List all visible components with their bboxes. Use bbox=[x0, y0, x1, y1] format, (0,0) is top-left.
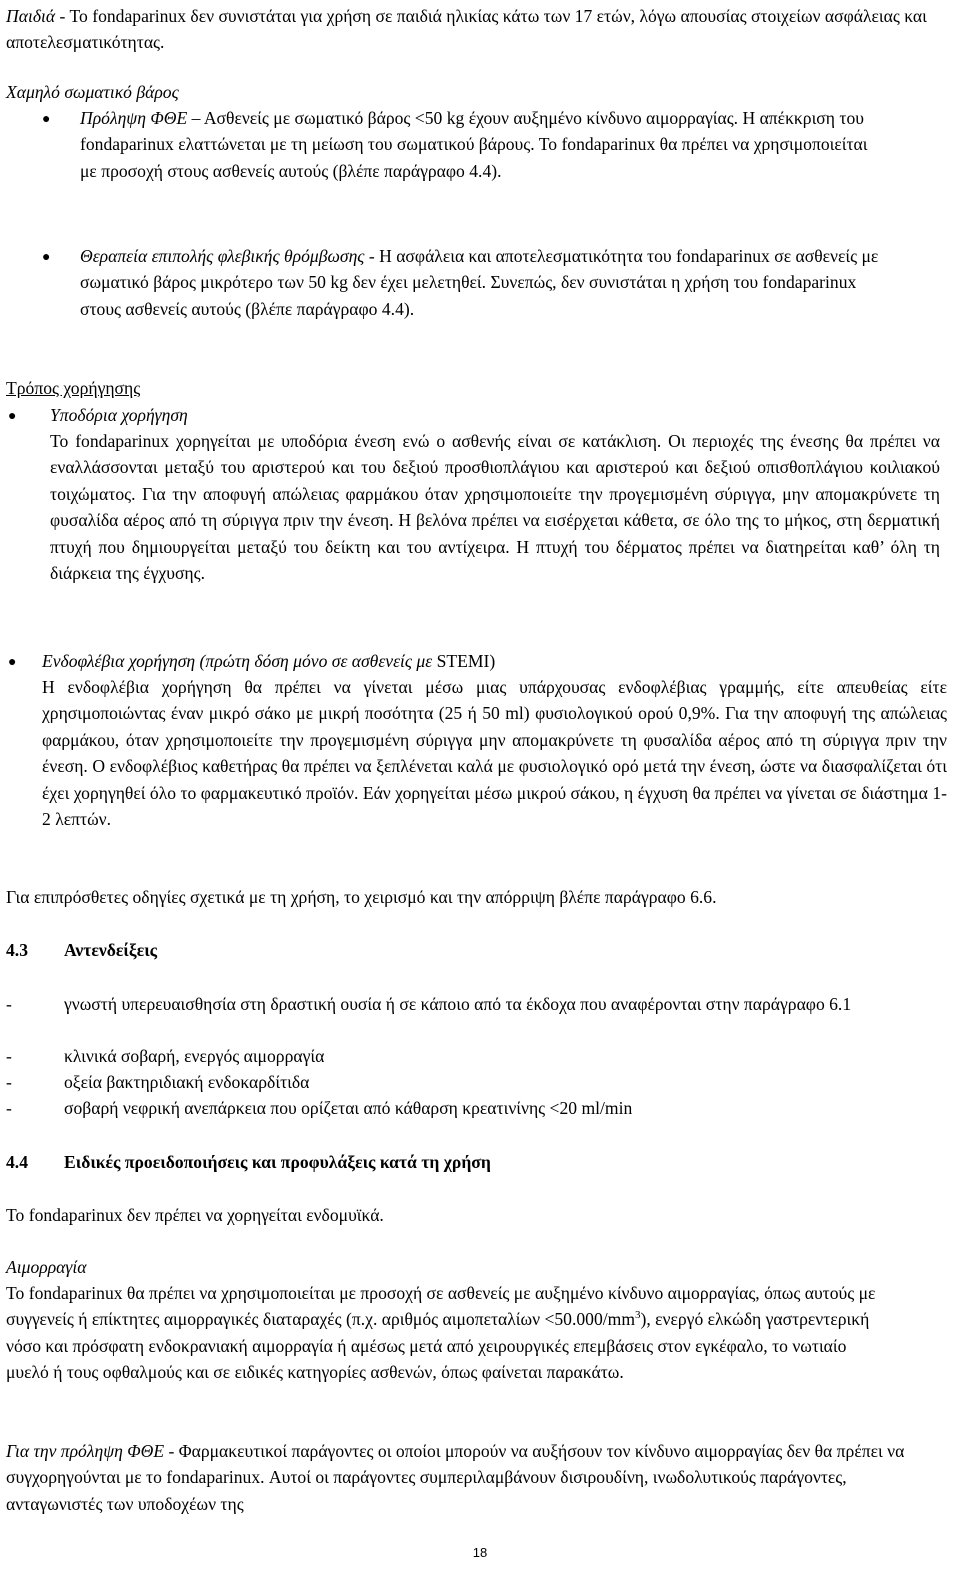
haemorrhage-superscript: 3 bbox=[635, 1309, 641, 1322]
vte-prevention-label: Πρόληψη ΦΘΕ bbox=[80, 108, 188, 128]
contraindication-item: γνωστή υπερευαισθησία στη δραστική ουσία ή σε κάποιο από τα έκδοχα που αναφέρονται στην παράγραφο 6.1 bbox=[64, 994, 852, 1014]
haemorrhage-text-a: Το fondaparinux θα πρέπει να χρησιμοποιείται με προσοχή σε ασθενείς με αυξημένο κίνδυνο αιμορραγίας, όπως αυτούς με συγγενείς ή επίκτητες αιμορραγικές διαταραχές (π.χ. αριθμός αιμοπεταλίων <50.000/mm bbox=[6, 1283, 876, 1330]
dash-marker: - bbox=[6, 1098, 12, 1118]
bullet-icon: ● bbox=[8, 655, 17, 670]
iv-administration-label-line bbox=[42, 648, 495, 674]
dash-marker: - bbox=[6, 994, 12, 1014]
vte-warning-text: - Φαρμακευτικοί παράγοντες οι οποίοι μπορούν να αυξήσουν τον κίνδυνο αιμορραγίας δεν θα πρέπει να συγχορηγούνται με το fondaparinux. Αυτοί οι παράγοντες συμπεριλαμβάνουν δισιρουδίνη, ινωδολυτικούς παράγοντες, ανταγωνιστές των υποδοχέων της bbox=[6, 1441, 905, 1514]
section-4-4-number: 4.4 bbox=[6, 1152, 28, 1172]
sc-administration-label: Υποδόρια χορήγηση bbox=[50, 405, 188, 425]
low-weight-item-svt bbox=[80, 243, 880, 322]
haemorrhage-paragraph bbox=[6, 1280, 884, 1386]
paediatric-paragraph bbox=[6, 3, 954, 56]
contraindication-item: οξεία βακτηριδιακή ενδοκαρδίτιδα bbox=[64, 1072, 310, 1092]
vte-prevention-warning bbox=[6, 1438, 906, 1517]
haemorrhage-heading: Αιμορραγία bbox=[6, 1257, 87, 1277]
contraindication-item: κλινικά σοβαρή, ενεργός αιμορραγία bbox=[64, 1046, 325, 1066]
svt-treatment-label: Θεραπεία επιπολής φλεβικής θρόμβωσης bbox=[80, 246, 365, 266]
paediatric-label: Παιδιά bbox=[6, 6, 56, 26]
vte-prevention-text: – Ασθενείς με σωματικό βάρος <50 kg έχουν αυξημένο κίνδυνο αιμορραγίας. Η απέκκριση του fondaparinux ελαττώνεται με τη μείωση του σωματικού βάρους. Το fondaparinux θα πρέπει να χρησιμοποιείται με προσοχή στους ασθενείς αυτούς (βλέπε παράγραφο 4.4). bbox=[80, 108, 868, 181]
section-4-3-title: Αντενδείξεις bbox=[64, 940, 158, 960]
paediatric-text: - Το fondaparinux δεν συνιστάται για χρήση σε παιδιά ηλικίας κάτω των 17 ετών, λόγω απουσίας στοιχείων ασφάλειας και αποτελεσματικότητας. bbox=[6, 6, 927, 53]
further-instructions: Για επιπρόσθετες οδηγίες σχετικά με τη χρήση, το χειρισμό και την απόρριψη βλέπε παράγραφο 6.6. bbox=[6, 887, 717, 907]
iv-administration-label-suffix: STEMI) bbox=[432, 651, 496, 671]
bullet-icon: ● bbox=[8, 409, 17, 424]
haemorrhage-text-b: ), ενεργό ελκώδη γαστρεντερική νόσο και πρόσφατη ενδοκρανιακή αιμορραγία ή αμέσως μετά από χειρουργικές επεμβάσεις στον εγκέφαλο, το νωτιαίο μυελό ή τους οφθαλμούς και σε ειδικές κατηγορίες ασθενών, όπως φαίνεται παρακάτω. bbox=[6, 1309, 870, 1383]
dash-marker: - bbox=[6, 1046, 12, 1066]
low-weight-item-vte bbox=[80, 105, 870, 184]
iv-administration-label: Ενδοφλέβια χορήγηση (πρώτη δόση μόνο σε ασθενείς με bbox=[42, 651, 433, 671]
bullet-icon: ● bbox=[42, 250, 51, 265]
contraindication-item: σοβαρή νεφρική ανεπάρκεια που ορίζεται από κάθαρση κρεατινίνης <20 ml/min bbox=[64, 1098, 633, 1118]
dash-marker: - bbox=[6, 1072, 12, 1092]
vte-warning-label: Για την πρόληψη ΦΘΕ bbox=[6, 1441, 165, 1461]
page-number: 18 bbox=[472, 1545, 488, 1560]
warnings-intro: Το fondaparinux δεν πρέπει να χορηγείται ενδομυϊκά. bbox=[6, 1205, 384, 1225]
section-4-3-number: 4.3 bbox=[6, 940, 28, 960]
administration-heading: Τρόπος χορήγησης bbox=[6, 378, 141, 398]
section-4-4-title: Ειδικές προειδοποιήσεις και προφυλάξεις κατά τη χρήση bbox=[64, 1152, 491, 1172]
sc-administration-text: Το fondaparinux χορηγείται με υποδόρια ένεση ενώ ο ασθενής είναι σε κατάκλιση. Οι περιοχές της ένεσης θα πρέπει να εναλλάσσονται μεταξύ του αριστερού και του δεξιού προσθιοπλάγιου και αριστερού και δεξιού οπισθοπλάγιου κοιλιακού τοιχώματος. Για την αποφυγή απώλειας φαρμάκου όταν χρησιμοποιείτε την προγεμισμένη σύριγγα, μην απομακρύνετε τη φυσαλίδα αέρος από τη σύριγγα πριν την ένεση. Η βελόνα πρέπει να εισέρχεται κάθετα, σε όλο της το μήκος, στη δερματική πτυχή που δημιουργείται μεταξύ του δείκτη και του αντίχειρα. Η πτυχή του δέρματος πρέπει να διατηρείται καθ’ όλη τη διάρκεια της έγχυσης. bbox=[50, 431, 940, 584]
low-weight-heading: Χαμηλό σωματικό βάρος bbox=[6, 82, 179, 102]
svt-treatment-text: - Η ασφάλεια και αποτελεσματικότητα του fondaparinux σε ασθενείς με σωματικό βάρος μικρότερο των 50 kg δεν έχει μελετηθεί. Συνεπώς, δεν συνιστάται η χρήση του fondaparinux στους ασθενείς αυτούς (βλέπε παράγραφο 4.4). bbox=[80, 246, 879, 319]
bullet-icon: ● bbox=[42, 112, 51, 127]
iv-administration-text: Η ενδοφλέβια χορήγηση θα πρέπει να γίνεται μέσω μιας υπάρχουσας ενδοφλέβιας γραμμής, είτε απευθείας είτε χρησιμοποιώντας έναν μικρό σάκο με μικρή ποσότητα (25 ή 50 ml) φυσιολογικού ορού 0,9%. Για την αποφυγή της απώλειας φαρμάκου, όταν χρησιμοποιείτε την προγεμισμένη σύριγγα μην απομακρύνετε τη φυσαλίδα αέρος από τη σύριγγα πριν την ένεση. Ο ενδοφλέβιος καθετήρας θα πρέπει να ξεπλένεται καλά με φυσιολογικό ορό μετά την ένεση, ώστε να διασφαλίζεται ότι έχει χορηγηθεί όλο το φαρμακευτικό προϊόν. Εάν χορηγείται μέσω μικρού σάκου, η έγχυση θα πρέπει να γίνεται σε διάστημα 1-2 λεπτών. bbox=[42, 677, 947, 830]
